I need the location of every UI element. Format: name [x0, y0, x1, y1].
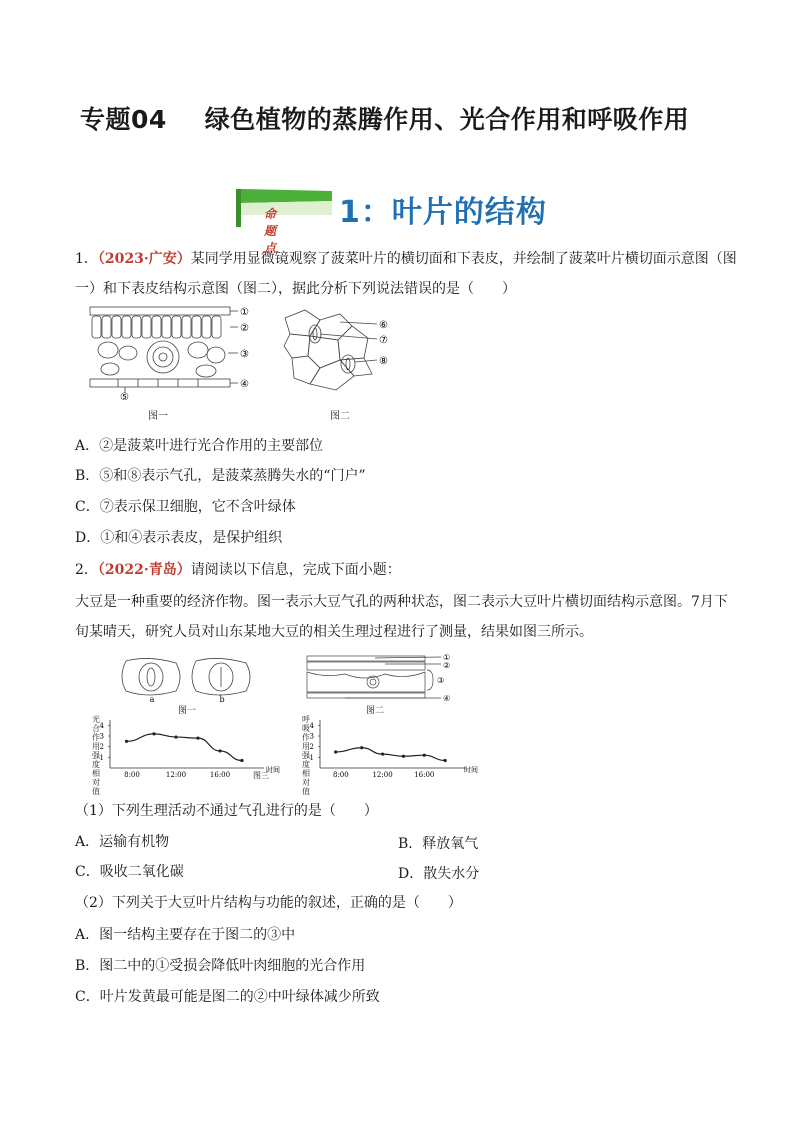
q2-sub2-option-c[interactable]: C．叶片发黄最可能是图二的②中叶绿体减少所致: [75, 989, 380, 1005]
q1-stem-text: 某同学用显微镜观察了菠菜叶片的横切面和下表皮，并绘制了菠菜叶片横切面示意图（图: [190, 251, 737, 267]
x-tick-label: 8:00: [332, 771, 349, 779]
q1-stem-line1: [75, 250, 737, 268]
chart1-xlabel: 时间: [266, 766, 280, 774]
data-point: [240, 759, 243, 762]
q2-sub1-option-a[interactable]: A．运输有机物: [75, 834, 170, 850]
palisade-cells: [92, 316, 221, 338]
q2-sub1: （1）下列生理活动不通过气孔进行的是（ ）: [75, 803, 378, 819]
fig-label-7: ⑦: [379, 335, 388, 346]
q1-fig2-caption: 图二: [330, 411, 350, 422]
q1-option-c[interactable]: C．⑦表示保卫细胞，它不含叶绿体: [75, 499, 296, 515]
q2-sub1-option-c[interactable]: C．吸收二氧化碳: [75, 864, 184, 880]
q1-option-d[interactable]: D．①和④表示表皮，是保护组织: [75, 530, 283, 546]
fig-label-3: ③: [240, 349, 249, 360]
photosynthesis-chart: [88, 712, 278, 778]
data-point: [381, 753, 384, 756]
data-point: [402, 755, 405, 758]
stoma-label-b: b: [219, 695, 225, 704]
q2-figure-2: [305, 652, 455, 706]
data-point: [360, 746, 363, 749]
q2-paragraph-line2: 旬某晴天，研究人员对山东某地大豆的相关生理过程进行了测量，结果如图三所示。: [75, 624, 593, 640]
y-tick-label: 3: [309, 732, 314, 741]
x-tick-label: 16:00: [209, 771, 231, 779]
data-point: [334, 750, 337, 753]
q1-figure-2: [280, 308, 410, 398]
q2-fig3-caption: 图三: [253, 771, 269, 780]
q2-label-1: ①: [443, 653, 451, 662]
y-tick-label: 3: [99, 732, 104, 741]
q2-source: （2022·青岛）: [97, 562, 191, 578]
x-tick-label: 16:00: [414, 771, 435, 779]
y-tick-label: 4: [309, 721, 314, 730]
chart2-xlabel: 时间: [464, 766, 478, 774]
data-point: [423, 754, 426, 757]
q2-figure-1: [118, 655, 258, 703]
q1-option-b[interactable]: B．⑤和⑧表示气孔，是菠菜蒸腾失水的“门户”: [75, 468, 366, 484]
respiration-chart: [298, 712, 480, 778]
topic-number: 专题04: [80, 105, 167, 134]
flag-icon: [236, 185, 336, 227]
q2-fig2-caption: 图二: [366, 706, 385, 716]
q1-number: 1．: [75, 251, 98, 267]
y-tick-label: 2: [99, 743, 104, 752]
q2-label-4: ④: [443, 694, 451, 703]
q1-figure-1: [88, 305, 263, 403]
fig-label-2: ②: [240, 323, 249, 334]
q2-label-2: ②: [443, 661, 451, 670]
q1-fig1-caption: 图一: [148, 411, 168, 422]
q1-source: （2023·广安）: [97, 251, 191, 267]
chart2-ylabel: 呼吸作用强度相对值: [302, 715, 310, 796]
q2-sub2: （2）下列关于大豆叶片结构与功能的叙述，正确的是（ ）: [75, 895, 462, 911]
data-point: [196, 737, 199, 740]
q2-sub1-option-b[interactable]: B．释放氧气: [398, 836, 479, 852]
q2-sub2-option-b[interactable]: B．图二中的①受损会降低叶肉细胞的光合作用: [75, 958, 366, 974]
banner-heading: 1：叶片的结构: [339, 195, 547, 230]
fig-label-1: ①: [240, 307, 249, 318]
stoma-label-a: a: [149, 695, 155, 704]
y-tick-label: 1: [309, 753, 314, 762]
x-tick-label: 12:00: [165, 771, 187, 779]
x-tick-label: 12:00: [372, 771, 393, 779]
x-tick-label: 8:00: [124, 771, 140, 779]
data-point: [152, 732, 155, 735]
data-point: [218, 749, 221, 752]
y-tick-label: 2: [309, 743, 314, 752]
q1-option-a[interactable]: A．②是菠菜叶进行光合作用的主要部位: [75, 438, 324, 454]
flag-label: 命题点: [264, 207, 277, 255]
q2-sub1-option-d[interactable]: D．散失水分: [398, 866, 480, 882]
q2-number: 2．: [75, 562, 98, 578]
data-point: [444, 759, 447, 762]
chart2-series-line: [336, 748, 446, 761]
y-tick-label: 4: [99, 721, 104, 730]
y-tick-label: 1: [99, 753, 104, 762]
q1-stem-line2: 一）和下表皮结构示意图（图二），据此分析下列说法错误的是（ ）: [75, 281, 516, 297]
chart1-ylabel: 光合作用强度相对值: [92, 715, 100, 796]
q2-sub2-option-a[interactable]: A．图一结构主要存在于图二的③中: [75, 927, 296, 943]
q2-label-3: ③: [437, 676, 445, 685]
data-point: [174, 735, 177, 738]
q2-stem-text: 请阅读以下信息，完成下面小题：: [190, 562, 401, 578]
data-point: [125, 740, 128, 743]
chart1-series-line: [127, 734, 243, 761]
fig-label-4: ④: [240, 379, 249, 390]
fig-label-6: ⑥: [379, 320, 388, 331]
q2-stem: [75, 561, 401, 579]
q2-fig1-caption: 图一: [178, 706, 197, 716]
q2-paragraph-line1: 大豆是一种重要的经济作物。图一表示大豆气孔的两种状态，图二表示大豆叶片横切面结构示意图。7月下: [75, 594, 728, 610]
page-title: [80, 100, 689, 136]
fig-label-8: ⑧: [379, 356, 388, 367]
topic-title: 绿色植物的蒸腾作用、光合作用和呼吸作用: [204, 105, 690, 134]
fig-label-5: ⑤: [120, 392, 129, 403]
